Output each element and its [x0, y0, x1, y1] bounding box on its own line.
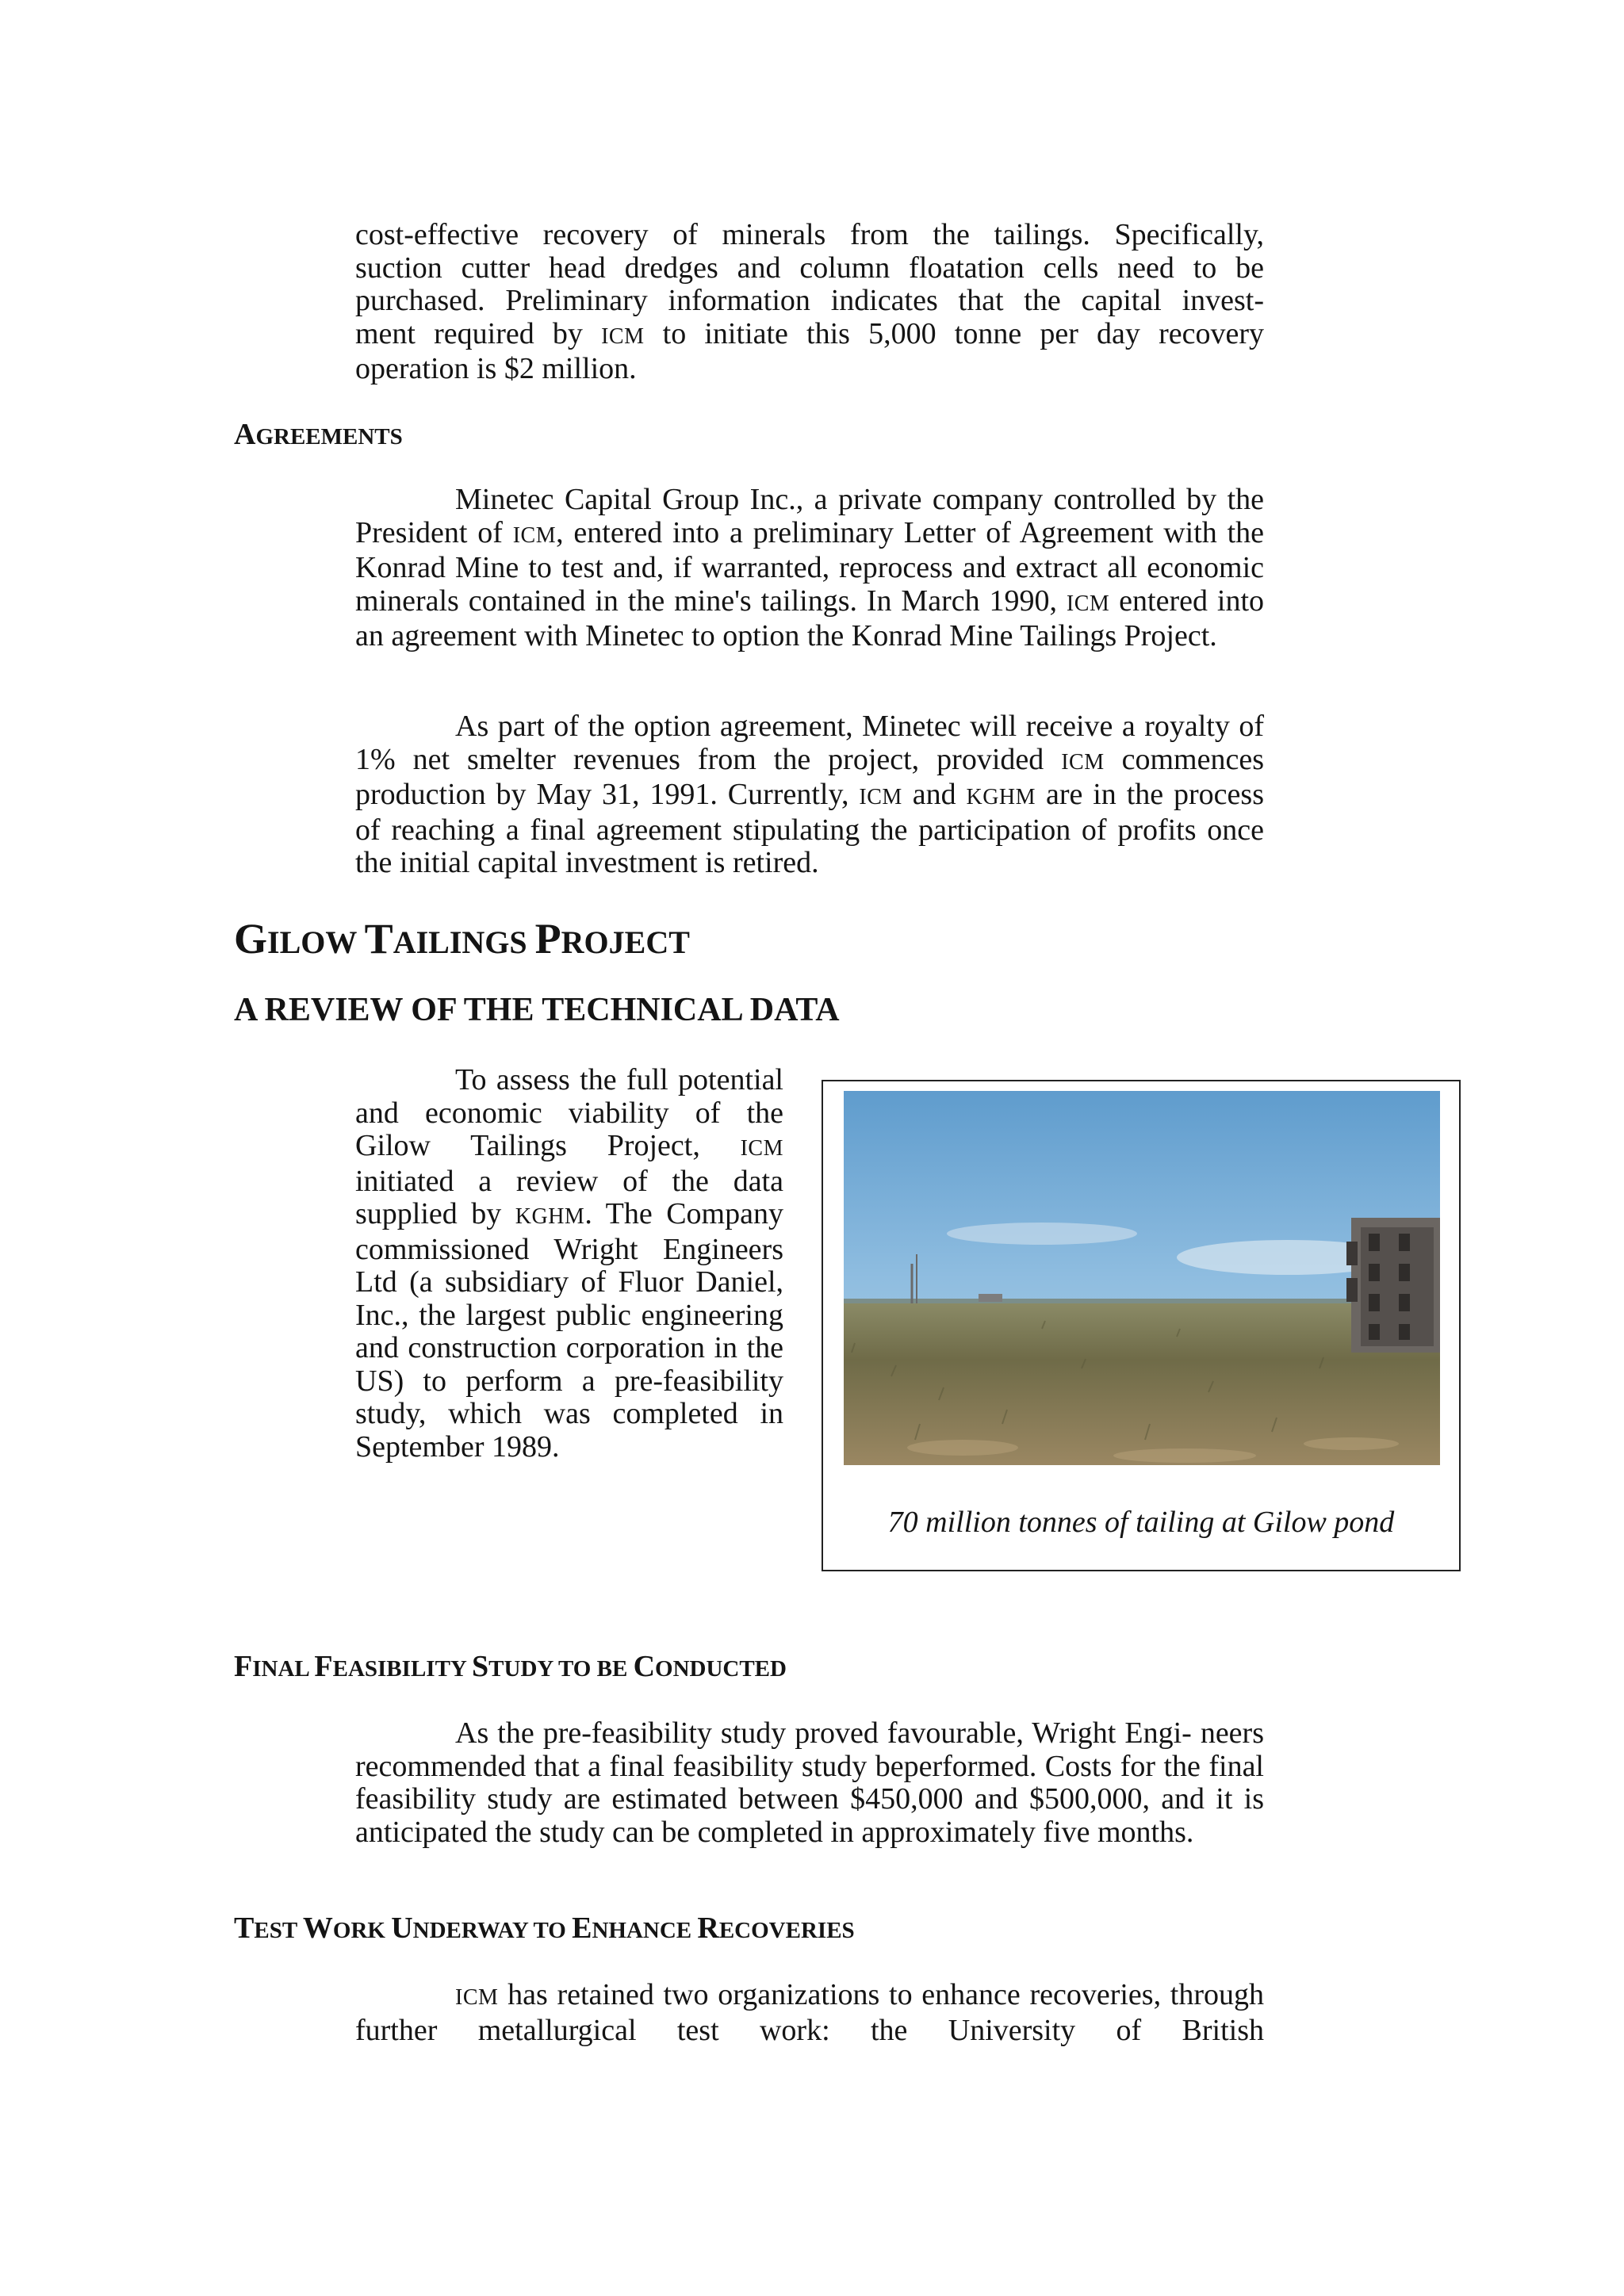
heading-rest: NHANCE: [592, 1918, 698, 1943]
icm-abbrev: ICM: [455, 1985, 499, 2010]
title-rest: ROJECT: [561, 924, 690, 960]
heading-cap: C: [633, 1650, 656, 1683]
para-text: . The Company commissioned Wright Engineers Ltd (a subsidiary of Fluor Daniel, Inc., the largest public engineering and construction corporation in the US) to perform a pre-feasibility study, which was completed in September 1989.: [355, 1197, 783, 1464]
icm-abbrev: ICM: [601, 323, 645, 349]
heading-rest: NDERWAY TO: [412, 1918, 573, 1943]
title-rest: AILINGS: [393, 924, 535, 960]
para-text: are in the process of reaching a final agreement stipulating the participation of profits once the initial capital investment is retired.: [355, 778, 1264, 879]
heading-rest: INAL: [252, 1656, 315, 1682]
para-text: has retained two organizations to enhance recoveries, through further metallurgical test work: the University of British: [355, 1978, 1264, 2047]
figure-caption: 70 million tonnes of tailing at Gilow pond: [887, 1506, 1395, 1539]
technical-review-heading: A REVIEW OF THE TECHNICAL DATA: [234, 992, 840, 1028]
heading-cap: F: [234, 1650, 253, 1683]
kghm-abbrev: KGHM: [515, 1204, 585, 1229]
para-text: As part of the option agreement, Minetec will receive a royalty of 1% net smelter revenues from the project, provided: [355, 710, 1264, 776]
heading-cap: E: [572, 1911, 592, 1945]
heading-rest: ECOVERIES: [718, 1918, 855, 1943]
para-text: , entered into a preliminary Letter of Agreement with the Konrad Mine to test and, if warranted, reprocess and extract all economic minerals contained in the mine's tailings. In March 1990,: [355, 515, 1264, 618]
intro-text: to initiate this 5,000 tonne per day recovery: [644, 316, 1264, 350]
feasibility-heading: [234, 1649, 787, 1686]
para-text: To assess the full potential and economic viability of the Gilow Tailings Project,: [355, 1063, 783, 1162]
review-paragraph: [355, 1064, 783, 1464]
gilow-project-title: [234, 915, 690, 966]
heading-rest: GREEMENTS: [255, 424, 403, 450]
gilow-pond-photo: [844, 1091, 1440, 1465]
kghm-abbrev: KGHM: [966, 785, 1036, 809]
title-cap: P: [534, 915, 561, 962]
title-cap: G: [234, 915, 268, 962]
testwork-heading: [234, 1911, 855, 1948]
testwork-paragraph: [355, 1979, 1264, 2047]
photo-illustration: [844, 1091, 1440, 1465]
heading-rest: EST: [254, 1918, 303, 1943]
icm-abbrev: ICM: [740, 1136, 783, 1161]
icm-abbrev: ICM: [1066, 591, 1110, 616]
heading-cap: A: [234, 418, 256, 451]
para-text: commences production by May 31, 1991. Currently,: [355, 742, 1264, 811]
para-text: Minetec Capital Group Inc., a private company controlled by the President of: [355, 483, 1264, 549]
agreements-heading: [234, 417, 403, 454]
agreements-paragraph-2: [355, 710, 1264, 880]
heading-cap: R: [697, 1911, 719, 1945]
para-text: entered into an agreement with Minetec to option the Konrad Mine Tailings Project.: [355, 584, 1265, 652]
icm-abbrev: ICM: [512, 522, 557, 548]
title-rest: ILOW: [267, 924, 365, 960]
title-cap: T: [364, 915, 393, 962]
intro-line: suction cutter head dredges and column floatation cells need to be: [355, 251, 1264, 285]
icm-abbrev: ICM: [1061, 749, 1105, 775]
intro-line: cost-effective recovery of minerals from the tailings. Specifically,: [355, 218, 1264, 251]
icm-abbrev: ICM: [859, 785, 902, 809]
feasibility-paragraph: As the pre-feasibility study proved favourable, Wright Engi- neers recommended that a final feasibility study beperformed. Costs for the final feasibility study are estimated between $450,000 and $500,000, and it is anticipated the study can be completed in approximately five months.: [355, 1716, 1264, 1849]
para-text: and: [902, 778, 967, 811]
agreements-paragraph-1: [355, 484, 1264, 653]
heading-cap: U: [391, 1911, 413, 1945]
heading-cap: T: [234, 1911, 255, 1945]
intro-text: ment required by: [355, 316, 602, 350]
intro-paragraph: [355, 219, 1264, 386]
heading-rest: EASIBILITY: [332, 1656, 473, 1682]
heading-cap: F: [314, 1650, 333, 1683]
intro-line: purchased. Preliminary information indicates that the capital invest-: [355, 284, 1264, 317]
intro-line: [355, 318, 1264, 354]
heading-rest: ONDUCTED: [655, 1656, 787, 1682]
intro-line: operation is $2 million.: [355, 352, 637, 385]
para-text: initiated a review of the data supplied by: [355, 1164, 783, 1230]
heading-cap: W: [302, 1911, 333, 1945]
heading-cap: S: [472, 1650, 489, 1683]
heading-rest: TUDY TO BE: [488, 1656, 634, 1682]
heading-rest: ORK: [332, 1918, 392, 1943]
figure-box: [822, 1080, 1461, 1571]
